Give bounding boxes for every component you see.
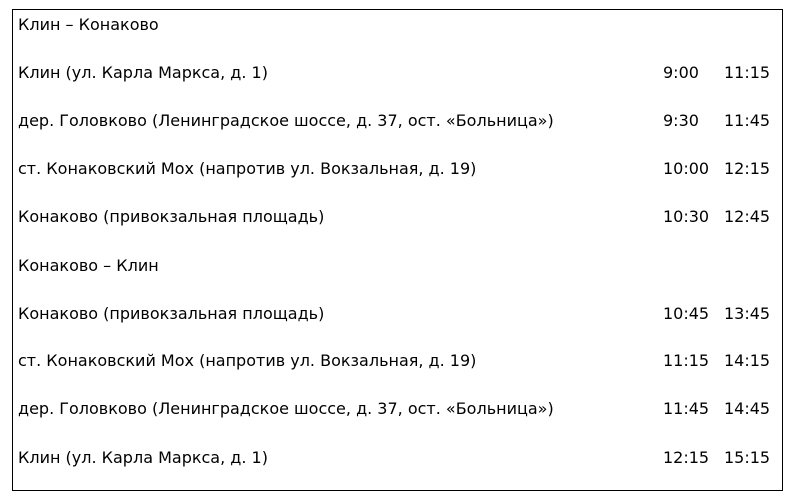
stop-name: ст. Конаковский Мох (напротив ул. Вокзальная, д. 19) <box>18 159 477 178</box>
schedule-row <box>18 302 778 326</box>
departure-time: 10:00 <box>663 159 710 178</box>
stop-name: ст. Конаковский Мох (напротив ул. Вокзальная, д. 19) <box>18 351 477 370</box>
stop-name: дер. Головково (Ленинградское шоссе, д. 37, ост. «Больница») <box>18 111 554 130</box>
departure-time: 12:15 <box>724 159 771 178</box>
departure-time: 11:15 <box>724 63 771 82</box>
stop-name: Клин (ул. Карла Маркса, д. 1) <box>18 63 268 82</box>
schedule-row <box>18 61 778 85</box>
departure-time: 9:30 <box>663 111 699 130</box>
departure-time: 15:15 <box>724 448 771 467</box>
departure-time: 10:45 <box>663 304 710 323</box>
departure-time: 14:15 <box>724 351 771 370</box>
schedule-row <box>18 446 778 470</box>
route-title-row <box>18 254 778 278</box>
route-title: Конаково – Клин <box>18 256 159 275</box>
stop-name: Конаково (привокзальная площадь) <box>18 207 325 226</box>
departure-time: 14:45 <box>724 399 771 418</box>
schedule-row <box>18 349 778 373</box>
departure-time: 11:45 <box>663 399 710 418</box>
stop-name: дер. Головково (Ленинградское шоссе, д. 37, ост. «Больница») <box>18 399 554 418</box>
schedule-row <box>18 397 778 421</box>
departure-time: 12:45 <box>724 207 771 226</box>
schedule-row <box>18 205 778 229</box>
stop-name: Конаково (привокзальная площадь) <box>18 304 325 323</box>
route-title: Клин – Конаково <box>18 15 159 34</box>
departure-time: 11:15 <box>663 351 710 370</box>
departure-time: 9:00 <box>663 63 699 82</box>
departure-time: 13:45 <box>724 304 771 323</box>
departure-time: 11:45 <box>724 111 771 130</box>
departure-time: 12:15 <box>663 448 710 467</box>
departure-time: 10:30 <box>663 207 710 226</box>
route-title-row <box>18 13 778 37</box>
schedule-row <box>18 157 778 181</box>
schedule-row <box>18 109 778 133</box>
stop-name: Клин (ул. Карла Маркса, д. 1) <box>18 448 268 467</box>
